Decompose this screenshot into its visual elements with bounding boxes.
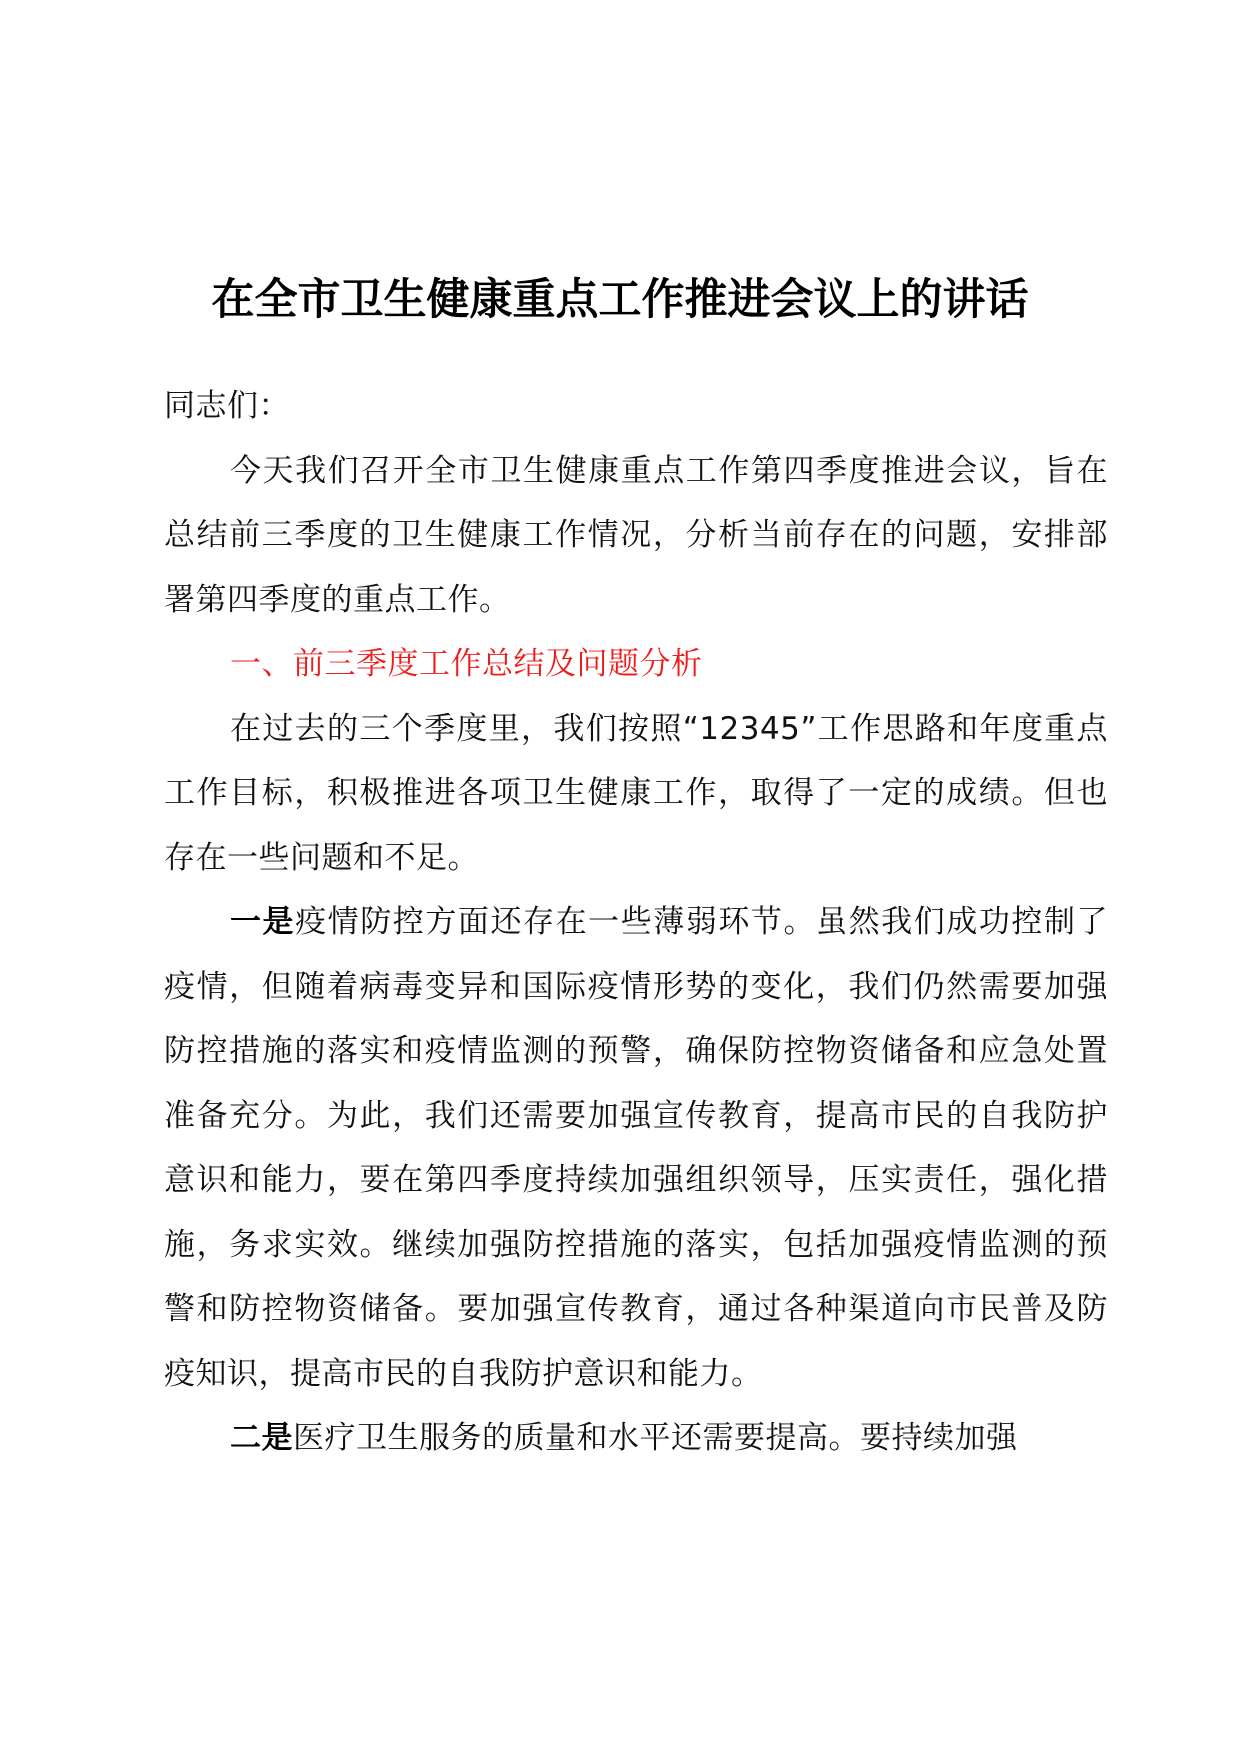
section-1-paragraph: 在过去的三个季度里，我们按照“12345”工作思路和年度重点工作目标，积极推进各项卫生健康工作，取得了一定的成绩。但也存在一些问题和不足。 (164, 710, 1108, 876)
point-1-text: 疫情防控方面还存在一些薄弱环节。虽然我们成功控制了疫情，但随着病毒变异和国际疫情形势的变化，我们仍然需要加强防控措施的落实和疫情监测的预警，确保防控物资储备和应急处置准备充分。为此，我们还需要加强宣传教育，提高市民的自我防护意识和能力，要在第四季度持续加强组织领导，压实责任，强化措施，务求实效。继续加强防控措施的落实，包括加强疫情监测的预警和防控物资储备。要加强宣传教育，通过各种渠道向市民普及防疫知识，提高市民的自我防护意识和能力。 (164, 904, 1109, 1392)
page-title: 在全市卫生健康重点工作推进会议上的讲话 (211, 275, 1029, 325)
point-1-lead: 一是 (230, 904, 296, 940)
salutation: 同志们： (164, 388, 290, 424)
section-heading-1: 一、前三季度工作总结及问题分析 (230, 646, 703, 682)
point-2-text: 医疗卫生服务的质量和水平还需要提高。要持续加强 (293, 1420, 1018, 1456)
intro-paragraph: 今天我们召开全市卫生健康重点工作第四季度推进会议，旨在总结前三季度的卫生健康工作情况，分析当前存在的问题，安排部署第四季度的重点工作。 (164, 452, 1108, 618)
point-1-paragraph (164, 890, 1108, 1406)
point-2-lead: 二是 (230, 1420, 293, 1456)
point-2-paragraph (164, 1406, 1108, 1471)
document-body (164, 374, 1108, 1471)
